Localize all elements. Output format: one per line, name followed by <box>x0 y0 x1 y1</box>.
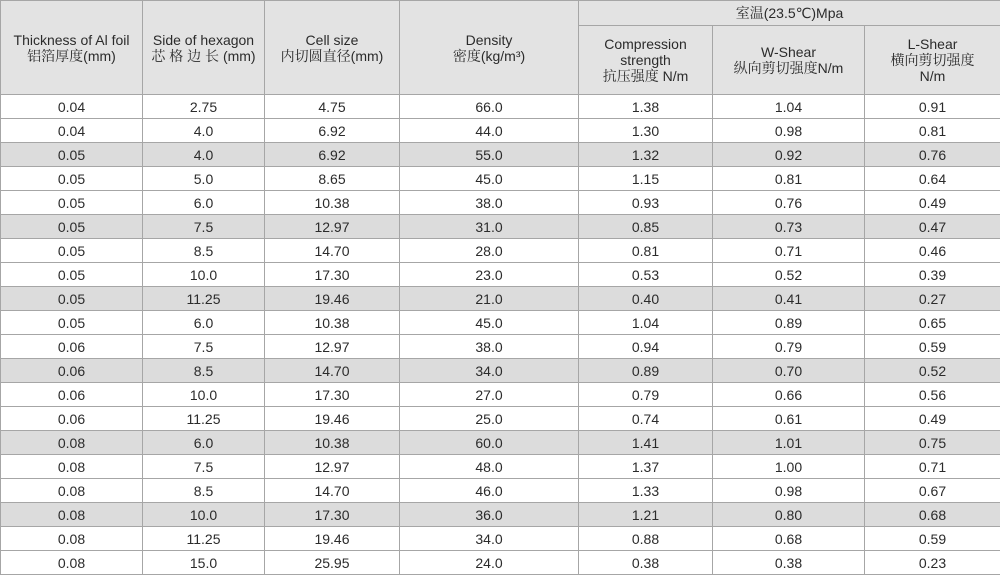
header-group-room-temp: 室温(23.5℃)Mpa <box>579 1 1000 26</box>
cell-thickness: 0.05 <box>1 263 143 287</box>
cell-side: 5.0 <box>143 167 265 191</box>
cell-lshear: 0.49 <box>865 191 1000 215</box>
cell-density: 48.0 <box>400 455 579 479</box>
cell-thickness: 0.06 <box>1 383 143 407</box>
cell-thickness: 0.05 <box>1 191 143 215</box>
cell-lshear: 0.65 <box>865 311 1000 335</box>
cell-cell: 10.38 <box>265 311 400 335</box>
cell-wshear: 0.70 <box>713 359 865 383</box>
table-row <box>1 335 1000 359</box>
cell-density: 28.0 <box>400 239 579 263</box>
cell-thickness: 0.08 <box>1 455 143 479</box>
cell-lshear: 0.46 <box>865 239 1000 263</box>
table-row <box>1 479 1000 503</box>
header-side-en: Side of hexagon <box>152 31 255 48</box>
cell-wshear: 0.98 <box>713 119 865 143</box>
cell-side: 8.5 <box>143 359 265 383</box>
cell-wshear: 0.80 <box>713 503 865 527</box>
cell-density: 34.0 <box>400 527 579 551</box>
cell-thickness: 0.06 <box>1 335 143 359</box>
cell-density: 31.0 <box>400 215 579 239</box>
cell-density: 25.0 <box>400 407 579 431</box>
cell-thickness: 0.08 <box>1 551 143 575</box>
cell-wshear: 1.00 <box>713 455 865 479</box>
header-lshear-en: L-Shear <box>907 36 958 52</box>
cell-compression: 0.38 <box>579 551 713 575</box>
cell-lshear: 0.52 <box>865 359 1000 383</box>
cell-compression: 1.15 <box>579 167 713 191</box>
header-density-en: Density <box>465 31 513 48</box>
table-row <box>1 287 1000 311</box>
cell-thickness: 0.04 <box>1 95 143 119</box>
cell-cell: 19.46 <box>265 287 400 311</box>
cell-side: 6.0 <box>143 191 265 215</box>
header-side-zh: 芯 格 边 长 (mm) <box>151 47 256 64</box>
cell-lshear: 0.49 <box>865 407 1000 431</box>
table-row <box>1 167 1000 191</box>
cell-side: 10.0 <box>143 383 265 407</box>
cell-density: 34.0 <box>400 359 579 383</box>
cell-lshear: 0.27 <box>865 287 1000 311</box>
header-compression <box>579 26 713 95</box>
cell-compression: 1.33 <box>579 479 713 503</box>
header-compression-line2: strength <box>620 52 671 68</box>
table-row <box>1 263 1000 287</box>
cell-lshear: 0.47 <box>865 215 1000 239</box>
header-compression-line1: Compression <box>604 36 687 52</box>
cell-density: 46.0 <box>400 479 579 503</box>
cell-cell: 25.95 <box>265 551 400 575</box>
cell-cell: 14.70 <box>265 239 400 263</box>
cell-density: 60.0 <box>400 431 579 455</box>
cell-compression: 0.81 <box>579 239 713 263</box>
cell-density: 21.0 <box>400 287 579 311</box>
cell-density: 36.0 <box>400 503 579 527</box>
cell-compression: 0.74 <box>579 407 713 431</box>
cell-side: 7.5 <box>143 335 265 359</box>
cell-density: 24.0 <box>400 551 579 575</box>
cell-density: 45.0 <box>400 167 579 191</box>
header-thickness <box>1 1 143 95</box>
cell-side: 4.0 <box>143 119 265 143</box>
cell-lshear: 0.39 <box>865 263 1000 287</box>
cell-side: 10.0 <box>143 263 265 287</box>
cell-wshear: 0.79 <box>713 335 865 359</box>
cell-cell: 6.92 <box>265 119 400 143</box>
cell-cell: 17.30 <box>265 383 400 407</box>
cell-side: 7.5 <box>143 455 265 479</box>
table-row <box>1 383 1000 407</box>
cell-thickness: 0.06 <box>1 359 143 383</box>
cell-side: 11.25 <box>143 407 265 431</box>
cell-compression: 0.85 <box>579 215 713 239</box>
cell-cell: 12.97 <box>265 335 400 359</box>
cell-wshear: 0.73 <box>713 215 865 239</box>
cell-wshear: 0.52 <box>713 263 865 287</box>
cell-lshear: 0.76 <box>865 143 1000 167</box>
table-row <box>1 551 1000 575</box>
cell-lshear: 0.67 <box>865 479 1000 503</box>
cell-thickness: 0.05 <box>1 287 143 311</box>
cell-side: 11.25 <box>143 287 265 311</box>
cell-lshear: 0.81 <box>865 119 1000 143</box>
cell-wshear: 0.76 <box>713 191 865 215</box>
cell-thickness: 0.04 <box>1 119 143 143</box>
cell-cell: 6.92 <box>265 143 400 167</box>
header-w-shear <box>713 26 865 95</box>
cell-cell: 4.75 <box>265 95 400 119</box>
cell-thickness: 0.05 <box>1 311 143 335</box>
cell-compression: 1.41 <box>579 431 713 455</box>
cell-compression: 0.94 <box>579 335 713 359</box>
cell-cell: 17.30 <box>265 503 400 527</box>
table-row <box>1 359 1000 383</box>
cell-wshear: 0.89 <box>713 311 865 335</box>
cell-density: 66.0 <box>400 95 579 119</box>
cell-cell: 19.46 <box>265 407 400 431</box>
cell-compression: 1.30 <box>579 119 713 143</box>
cell-cell: 14.70 <box>265 359 400 383</box>
cell-thickness: 0.05 <box>1 167 143 191</box>
cell-cell: 8.65 <box>265 167 400 191</box>
cell-density: 38.0 <box>400 335 579 359</box>
cell-density: 27.0 <box>400 383 579 407</box>
table-body <box>1 95 1000 575</box>
cell-side: 6.0 <box>143 311 265 335</box>
header-lshear-zh: 横向剪切强度 <box>890 52 975 68</box>
cell-wshear: 0.71 <box>713 239 865 263</box>
cell-thickness: 0.08 <box>1 431 143 455</box>
cell-thickness: 0.05 <box>1 239 143 263</box>
cell-lshear: 0.59 <box>865 527 1000 551</box>
table-row <box>1 407 1000 431</box>
header-density-zh: 密度(kg/m³) <box>452 47 526 64</box>
cell-compression: 0.40 <box>579 287 713 311</box>
cell-side: 6.0 <box>143 431 265 455</box>
cell-side: 8.5 <box>143 239 265 263</box>
cell-cell: 17.30 <box>265 263 400 287</box>
table-row <box>1 95 1000 119</box>
cell-thickness: 0.08 <box>1 479 143 503</box>
cell-wshear: 0.38 <box>713 551 865 575</box>
cell-compression: 1.32 <box>579 143 713 167</box>
cell-wshear: 0.41 <box>713 287 865 311</box>
cell-lshear: 0.68 <box>865 503 1000 527</box>
header-cell-en: Cell size <box>305 31 359 48</box>
cell-lshear: 0.64 <box>865 167 1000 191</box>
cell-side: 2.75 <box>143 95 265 119</box>
header-lshear-unit: N/m <box>919 68 946 84</box>
header-thickness-en: Thickness of Al foil <box>13 31 130 48</box>
cell-compression: 0.53 <box>579 263 713 287</box>
cell-compression: 0.93 <box>579 191 713 215</box>
table-row <box>1 455 1000 479</box>
header-compression-zh: 抗压强度 N/m <box>602 68 689 84</box>
table-row <box>1 215 1000 239</box>
table-row <box>1 431 1000 455</box>
cell-lshear: 0.71 <box>865 455 1000 479</box>
cell-density: 44.0 <box>400 119 579 143</box>
header-wshear-zh: 纵向剪切强度N/m <box>733 60 844 76</box>
cell-side: 7.5 <box>143 215 265 239</box>
table-row <box>1 527 1000 551</box>
cell-density: 45.0 <box>400 311 579 335</box>
cell-thickness: 0.08 <box>1 527 143 551</box>
cell-side: 11.25 <box>143 527 265 551</box>
cell-wshear: 0.98 <box>713 479 865 503</box>
cell-thickness: 0.06 <box>1 407 143 431</box>
cell-cell: 14.70 <box>265 479 400 503</box>
table-row <box>1 503 1000 527</box>
table-row <box>1 239 1000 263</box>
cell-density: 55.0 <box>400 143 579 167</box>
cell-compression: 1.38 <box>579 95 713 119</box>
cell-lshear: 0.23 <box>865 551 1000 575</box>
cell-cell: 12.97 <box>265 455 400 479</box>
cell-wshear: 0.61 <box>713 407 865 431</box>
header-thickness-zh: 铝箔厚度(mm) <box>27 47 116 64</box>
cell-density: 38.0 <box>400 191 579 215</box>
cell-wshear: 1.01 <box>713 431 865 455</box>
cell-wshear: 0.81 <box>713 167 865 191</box>
header-l-shear <box>865 26 1000 95</box>
cell-compression: 0.79 <box>579 383 713 407</box>
cell-cell: 10.38 <box>265 431 400 455</box>
table-row <box>1 311 1000 335</box>
table-row <box>1 191 1000 215</box>
cell-wshear: 0.92 <box>713 143 865 167</box>
cell-thickness: 0.05 <box>1 143 143 167</box>
cell-lshear: 0.75 <box>865 431 1000 455</box>
cell-side: 15.0 <box>143 551 265 575</box>
table-row <box>1 119 1000 143</box>
cell-side: 10.0 <box>143 503 265 527</box>
cell-lshear: 0.59 <box>865 335 1000 359</box>
cell-compression: 0.89 <box>579 359 713 383</box>
cell-compression: 0.88 <box>579 527 713 551</box>
header-cell-zh: 内切圆直径(mm) <box>280 47 384 64</box>
cell-compression: 1.04 <box>579 311 713 335</box>
cell-compression: 1.21 <box>579 503 713 527</box>
header-cell-size <box>265 1 400 95</box>
cell-lshear: 0.56 <box>865 383 1000 407</box>
cell-side: 4.0 <box>143 143 265 167</box>
header-side <box>143 1 265 95</box>
cell-side: 8.5 <box>143 479 265 503</box>
header-wshear-en: W-Shear <box>761 44 816 60</box>
table-row <box>1 143 1000 167</box>
cell-cell: 10.38 <box>265 191 400 215</box>
cell-thickness: 0.08 <box>1 503 143 527</box>
cell-thickness: 0.05 <box>1 215 143 239</box>
cell-cell: 19.46 <box>265 527 400 551</box>
cell-cell: 12.97 <box>265 215 400 239</box>
cell-lshear: 0.91 <box>865 95 1000 119</box>
cell-density: 23.0 <box>400 263 579 287</box>
cell-wshear: 1.04 <box>713 95 865 119</box>
cell-wshear: 0.66 <box>713 383 865 407</box>
cell-compression: 1.37 <box>579 455 713 479</box>
header-density <box>400 1 579 95</box>
cell-wshear: 0.68 <box>713 527 865 551</box>
